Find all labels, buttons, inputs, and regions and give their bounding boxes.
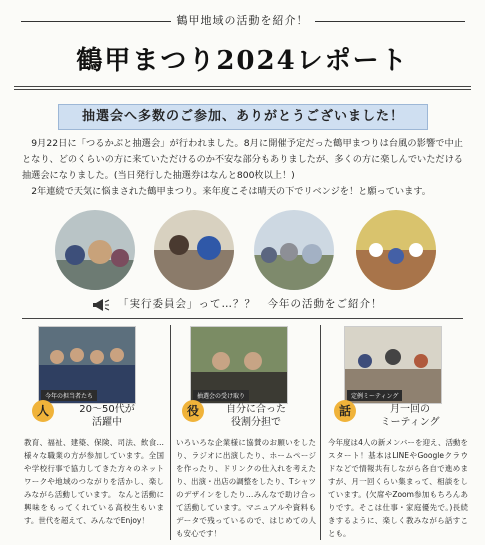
section-heading: 「実行委員会」って…？？ 今年の活動をご紹介！	[118, 298, 383, 310]
intro-paragraph-1: 9月22日に「つるかぶと抽選会」が行われました。8月に開催予定だった鶴甲まつりは台風の影響で中止となり、どのくらいの方に来ていただけるのか不安な部分もありましたが、多くの方に楽しんでいただける抽選会になりました。(当日発行した抽選券はなんと800枚以上！)	[22, 138, 463, 181]
kicker-text: 鶴甲地域の活動を紹介！	[176, 14, 309, 27]
column-headline-3: 月一回の ミーティング	[380, 404, 440, 428]
column-photo-1	[38, 326, 136, 404]
intro-paragraph-2: 2年連続で天気に悩まされた鶴甲まつり。来年度こそは晴天の下でリベンジを！と願っています。	[31, 186, 431, 197]
intro-text	[22, 136, 463, 200]
column-photo-2	[190, 326, 288, 404]
kanji-badge-1: 人	[32, 400, 54, 422]
event-photo-3	[254, 210, 334, 290]
column-photo-3	[344, 326, 442, 404]
photo-caption-1: 今年の担当者たち	[41, 390, 97, 401]
column-body-1: 教育、福祉、建築、保険、司法、飲食…様々な職業の方が参加しています。全国や学校行事で協力してきた方々のネットワークや地域のつながりを活かし、楽しみながら活動しています。 なんと活動に興味をもってくれている高校生もいます。世代を超えて、みんなでEnjoy！	[24, 438, 164, 525]
title-rule	[14, 86, 471, 87]
photo-caption-2: 抽選会の受け取り	[193, 390, 249, 401]
column-divider-2	[320, 325, 321, 540]
column-headline-1: 20～50代が 活躍中	[79, 404, 135, 428]
kanji-badge-2: 役	[182, 400, 204, 422]
column-body-2: いろいろな企業様に協賛のお願いをしたり、ラジオに出演したり、ホームページを作ったり、ドリンクの仕入れを考えたり、出演・出店の調整をしたり、Tシャツのデザインをしたり…みんなで助け合って活動しています。マニュアルや資料もデータで残っているので、はじめての人も安心です！	[176, 438, 316, 538]
photo-caption-3: 定例ミーティング	[347, 390, 402, 401]
column-divider-1	[170, 325, 171, 540]
event-photo-1	[55, 210, 135, 290]
kanji-badge-3: 話	[334, 400, 356, 422]
kicker	[0, 12, 485, 28]
event-photo-4	[356, 210, 436, 290]
page-title: 鶴甲まつり2024レポート	[76, 46, 409, 76]
megaphone-icon	[92, 298, 110, 316]
column-headline-2: 自分に合った 役割分担で	[226, 404, 286, 428]
section-rule	[22, 318, 463, 319]
event-photo-2	[154, 210, 234, 290]
title-rule-2	[14, 89, 471, 90]
column-body-3: 今年度は4人の新メンバーを迎え、活動をスタート！基本はLINEやGoogleクラウドなどで情報共有しながら各自で進めますが、月一回くらい集まって、相談をしています。(欠席やZoom参加もちろんありです。そこは仕事・家庭優先で。)長続きするように、楽しく教みながら話すことも。	[328, 438, 468, 538]
banner: 抽選会へ多数のご参加、ありがとうございました！	[58, 104, 428, 130]
